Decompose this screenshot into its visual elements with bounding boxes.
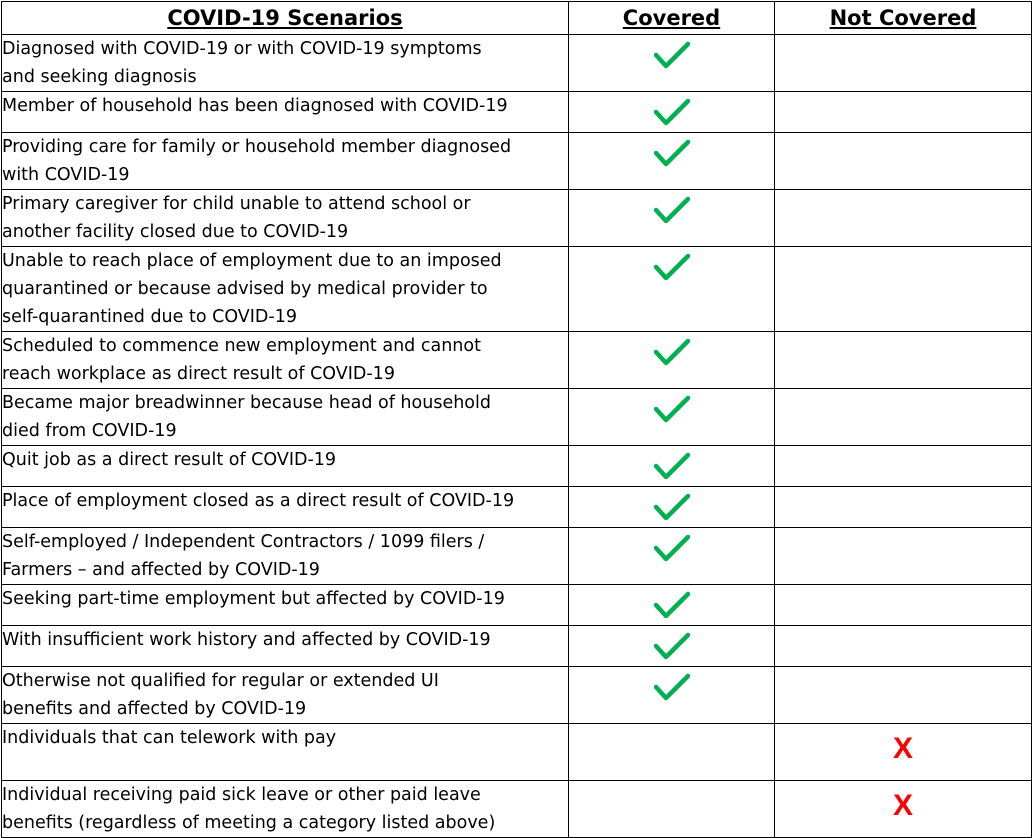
check-icon (653, 41, 691, 71)
scenario-cell (2, 389, 569, 446)
check-icon (653, 591, 691, 621)
scenario-line: Became major breadwinner because head of household (2, 393, 491, 413)
header-scenario: COVID-19 Scenarios (2, 2, 569, 35)
not-covered-cell (775, 332, 1032, 389)
scenario-line: Individuals that can telework with pay (2, 728, 337, 748)
covered-cell (569, 528, 775, 585)
header-not-covered: Not Covered (775, 2, 1032, 35)
scenario-cell (2, 487, 569, 528)
scenario-cell (2, 667, 569, 724)
scenario-cell (2, 247, 569, 332)
scenario-cell (2, 92, 569, 133)
check-icon (653, 534, 691, 564)
covid-scenarios-table (1, 1, 1032, 838)
scenario-line: quarantined or because advised by medical provider to (2, 279, 488, 299)
scenario-cell (2, 133, 569, 190)
table-row (2, 585, 1032, 626)
scenario-cell (2, 332, 569, 389)
scenario-line: With insufficient work history and affected by COVID-19 (2, 630, 491, 650)
not-covered-cell (775, 724, 1032, 781)
x-icon: X (892, 789, 913, 822)
scenario-line: benefits and affected by COVID-19 (2, 699, 307, 719)
table-row (2, 724, 1032, 781)
check-icon (653, 395, 691, 425)
not-covered-cell (775, 528, 1032, 585)
covered-cell (569, 667, 775, 724)
table-row (2, 667, 1032, 724)
covered-cell (569, 626, 775, 667)
scenario-cell (2, 446, 569, 487)
not-covered-cell (775, 781, 1032, 838)
scenario-line: with COVID-19 (2, 165, 130, 185)
scenario-cell (2, 724, 569, 781)
scenario-line: self-quarantined due to COVID-19 (2, 307, 297, 327)
scenario-line: Scheduled to commence new employment and cannot (2, 336, 481, 356)
table-row (2, 35, 1032, 92)
covered-cell (569, 446, 775, 487)
not-covered-cell (775, 585, 1032, 626)
covered-cell (569, 487, 775, 528)
table-row (2, 133, 1032, 190)
scenario-line: reach workplace as direct result of COVID-19 (2, 364, 395, 384)
scenario-line: another facility closed due to COVID-19 (2, 222, 349, 242)
check-icon (653, 338, 691, 368)
scenario-line: died from COVID-19 (2, 421, 177, 441)
table-row (2, 332, 1032, 389)
covered-cell (569, 92, 775, 133)
check-icon (653, 196, 691, 226)
table-row (2, 190, 1032, 247)
scenario-line: Primary caregiver for child unable to attend school or (2, 194, 471, 214)
scenario-line: Seeking part-time employment but affected by COVID-19 (2, 589, 505, 609)
scenario-cell (2, 781, 569, 838)
table-row (2, 92, 1032, 133)
check-icon (653, 493, 691, 523)
covered-cell (569, 724, 775, 781)
table-row (2, 487, 1032, 528)
scenario-line: Unable to reach place of employment due to an imposed (2, 251, 502, 271)
scenario-cell (2, 626, 569, 667)
check-icon (653, 139, 691, 169)
scenario-cell (2, 190, 569, 247)
check-icon (653, 632, 691, 662)
scenario-line: Self-employed / Independent Contractors / 1099 filers / (2, 532, 485, 552)
covered-cell (569, 781, 775, 838)
scenario-cell (2, 35, 569, 92)
covered-cell (569, 332, 775, 389)
not-covered-cell (775, 133, 1032, 190)
not-covered-cell (775, 446, 1032, 487)
scenario-line: Farmers – and affected by COVID-19 (2, 560, 320, 580)
scenario-line: Providing care for family or household member diagnosed (2, 137, 512, 157)
header-covered: Covered (569, 2, 775, 35)
not-covered-cell (775, 247, 1032, 332)
not-covered-cell (775, 626, 1032, 667)
scenario-line: benefits (regardless of meeting a category listed above) (2, 813, 496, 833)
check-icon (653, 673, 691, 703)
table-row (2, 247, 1032, 332)
table-row (2, 528, 1032, 585)
scenario-line: Diagnosed with COVID-19 or with COVID-19 symptoms (2, 39, 482, 59)
covered-cell (569, 585, 775, 626)
not-covered-cell (775, 487, 1032, 528)
table-row (2, 446, 1032, 487)
table-row (2, 626, 1032, 667)
scenario-line: Individual receiving paid sick leave or other paid leave (2, 785, 481, 805)
check-icon (653, 452, 691, 482)
covered-cell (569, 247, 775, 332)
covered-cell (569, 35, 775, 92)
check-icon (653, 98, 691, 128)
check-icon (653, 253, 691, 283)
covered-cell (569, 133, 775, 190)
not-covered-cell (775, 35, 1032, 92)
table-row (2, 781, 1032, 838)
scenario-line: and seeking diagnosis (2, 67, 197, 87)
x-icon: X (892, 732, 913, 765)
not-covered-cell (775, 92, 1032, 133)
scenario-line: Member of household has been diagnosed with COVID-19 (2, 96, 508, 116)
scenario-cell (2, 528, 569, 585)
header-row (2, 2, 1032, 35)
not-covered-cell (775, 667, 1032, 724)
scenario-cell (2, 585, 569, 626)
covered-cell (569, 389, 775, 446)
not-covered-cell (775, 190, 1032, 247)
scenario-line: Place of employment closed as a direct result of COVID-19 (2, 491, 515, 511)
scenario-line: Otherwise not qualified for regular or extended UI (2, 671, 439, 691)
not-covered-cell (775, 389, 1032, 446)
table-row (2, 389, 1032, 446)
scenario-line: Quit job as a direct result of COVID-19 (2, 450, 337, 470)
covered-cell (569, 190, 775, 247)
